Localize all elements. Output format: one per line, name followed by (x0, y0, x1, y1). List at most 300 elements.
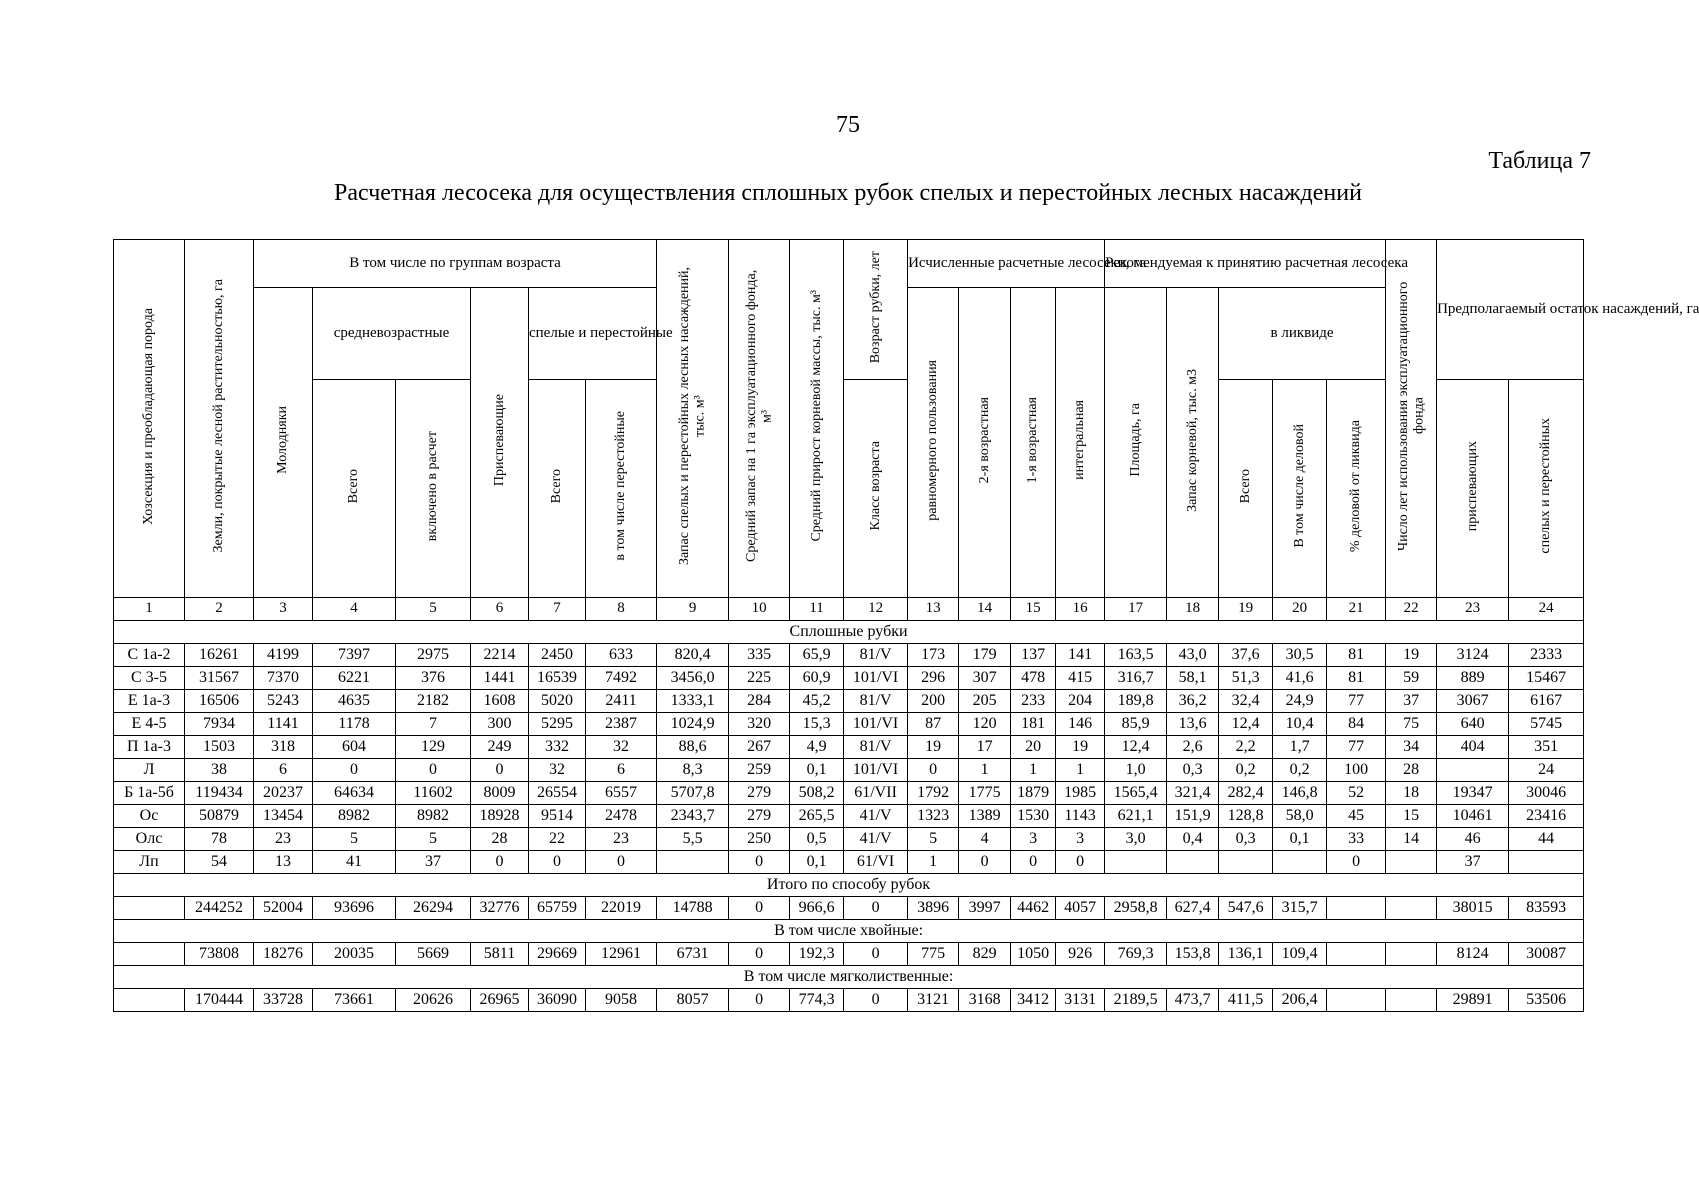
table-cell: 36,2 (1167, 690, 1219, 713)
table-cell: 3067 (1437, 690, 1509, 713)
header-cell: Число лет использования эксплуатационного фонда (1386, 240, 1437, 598)
table-cell (1327, 943, 1386, 966)
header-cell: 1-я возрастная (1011, 288, 1056, 598)
table-cell: 3168 (959, 989, 1011, 1012)
table-cell: 24 (1509, 598, 1584, 621)
table-cell: 50879 (185, 805, 254, 828)
table-cell (1437, 759, 1509, 782)
table-cell: 775 (908, 943, 959, 966)
table-cell: 233 (1011, 690, 1056, 713)
table-cell: 19 (1056, 736, 1105, 759)
table-cell: 45,2 (790, 690, 844, 713)
table-cell: 15 (1011, 598, 1056, 621)
table-cell: 318 (254, 736, 313, 759)
table-cell: 153,8 (1167, 943, 1219, 966)
table-cell: 300 (471, 713, 529, 736)
table-cell: 4057 (1056, 897, 1105, 920)
table-cell: 26965 (471, 989, 529, 1012)
table-cell: 73661 (313, 989, 396, 1012)
table-cell: 0,1 (790, 759, 844, 782)
table-cell: 8057 (657, 989, 729, 1012)
table-cell: 1178 (313, 713, 396, 736)
table-cell: 146,8 (1273, 782, 1327, 805)
table-cell: 10461 (1437, 805, 1509, 828)
table-cell: 5 (313, 828, 396, 851)
table-cell: 32 (586, 736, 657, 759)
section-label: В том числе хвойные: (114, 920, 1584, 943)
table-cell: 65,9 (790, 644, 844, 667)
table-cell: 0 (471, 759, 529, 782)
table-cell: 28 (1386, 759, 1437, 782)
table-cell: 52 (1327, 782, 1386, 805)
table-cell: 1143 (1056, 805, 1105, 828)
table-cell: 315,7 (1273, 897, 1327, 920)
header-cell: Запас корневой, тыс. м3 (1167, 288, 1219, 598)
table-cell: 81/V (844, 644, 908, 667)
header-cell: Хозсекция и преобладающая порода (114, 240, 185, 598)
header-cell: Запас спелых и перестойных лесных насаждений, тыс. м³ (657, 240, 729, 598)
table-cell: 128,8 (1219, 805, 1273, 828)
table-cell: 20 (1011, 736, 1056, 759)
table-cell: 8982 (313, 805, 396, 828)
table-cell: 2411 (586, 690, 657, 713)
table-cell: 774,3 (790, 989, 844, 1012)
table-row (114, 644, 1584, 667)
table-cell: 376 (396, 667, 471, 690)
table-cell: 0 (471, 851, 529, 874)
table-cell: 8982 (396, 805, 471, 828)
table-cell: 77 (1327, 736, 1386, 759)
table-cell (1273, 851, 1327, 874)
table-cell: 22 (529, 828, 586, 851)
table-cell: 332 (529, 736, 586, 759)
table-cell: 0,2 (1219, 759, 1273, 782)
table-cell: 151,9 (1167, 805, 1219, 828)
table-row (114, 782, 1584, 805)
table-cell: 13454 (254, 805, 313, 828)
table-cell: 20 (1273, 598, 1327, 621)
table-cell: 30046 (1509, 782, 1584, 805)
table-cell: 5,5 (657, 828, 729, 851)
table-cell: 204 (1056, 690, 1105, 713)
table-cell: 296 (908, 667, 959, 690)
table-cell: 5243 (254, 690, 313, 713)
table-cell: 1503 (185, 736, 254, 759)
table-cell: 16539 (529, 667, 586, 690)
table-cell (114, 897, 185, 920)
table-cell: 6557 (586, 782, 657, 805)
table-cell: 87 (908, 713, 959, 736)
total-row (114, 897, 1584, 920)
section-total (114, 874, 1584, 897)
table-cell: 2975 (396, 644, 471, 667)
table-row (114, 828, 1584, 851)
table-cell: 16506 (185, 690, 254, 713)
table-cell: 8124 (1437, 943, 1509, 966)
table-cell: 0 (844, 943, 908, 966)
table-cell: 966,6 (790, 897, 844, 920)
table-cell: 18 (1386, 782, 1437, 805)
table-label: Таблица 7 (1488, 148, 1591, 174)
table-cell: 13 (254, 851, 313, 874)
table-cell: 73808 (185, 943, 254, 966)
table-cell: 411,5 (1219, 989, 1273, 1012)
table-cell: 282,4 (1219, 782, 1273, 805)
table-cell: 16261 (185, 644, 254, 667)
table-cell: 307 (959, 667, 1011, 690)
header-calc-cuts: Исчисленные расчетные лесосеки, га (908, 240, 1105, 288)
table-row (114, 667, 1584, 690)
table-cell: 3124 (1437, 644, 1509, 667)
table-cell: 200 (908, 690, 959, 713)
table-cell: 0,1 (790, 851, 844, 874)
table-cell: 4,9 (790, 736, 844, 759)
table-cell: 30087 (1509, 943, 1584, 966)
table-cell (657, 851, 729, 874)
table-cell: 0,2 (1273, 759, 1327, 782)
forest-cut-table (113, 239, 1699, 1012)
table-cell: 15467 (1509, 667, 1584, 690)
table-cell (1219, 851, 1273, 874)
table-cell: П 1а-3 (114, 736, 185, 759)
table-cell: С 3-5 (114, 667, 185, 690)
table-cell: 8 (586, 598, 657, 621)
table-cell: 7370 (254, 667, 313, 690)
table-cell (114, 943, 185, 966)
table-cell: 36090 (529, 989, 586, 1012)
header-cell: % деловой от ликвида (1327, 380, 1386, 598)
table-cell: 181 (1011, 713, 1056, 736)
table-cell (1386, 897, 1437, 920)
table-cell: 22 (1386, 598, 1437, 621)
table-cell: 2,6 (1167, 736, 1219, 759)
header-cell: 2-я возрастная (959, 288, 1011, 598)
header-ripe: спелые и перестойные (529, 288, 657, 380)
table-cell: 829 (959, 943, 1011, 966)
table-cell: 19347 (1437, 782, 1509, 805)
table-cell: 1 (908, 851, 959, 874)
table-cell: 5745 (1509, 713, 1584, 736)
table-cell: 33728 (254, 989, 313, 1012)
table-cell: 627,4 (1167, 897, 1219, 920)
table-cell: 1,7 (1273, 736, 1327, 759)
table-cell (1386, 989, 1437, 1012)
table-cell: 321,4 (1167, 782, 1219, 805)
table-cell: 5811 (471, 943, 529, 966)
table-cell: 0 (313, 759, 396, 782)
table-cell: 46 (1437, 828, 1509, 851)
table-cell: 206,4 (1273, 989, 1327, 1012)
table-cell: 19 (1386, 644, 1437, 667)
table-cell: 5707,8 (657, 782, 729, 805)
table-cell: 7397 (313, 644, 396, 667)
table-cell: 225 (729, 667, 790, 690)
table-cell: 85,9 (1105, 713, 1167, 736)
table-cell: 53506 (1509, 989, 1584, 1012)
table-cell: 64634 (313, 782, 396, 805)
table-cell: 1 (1011, 759, 1056, 782)
table-cell: 244252 (185, 897, 254, 920)
table-cell: 547,6 (1219, 897, 1273, 920)
table-cell: 81 (1327, 644, 1386, 667)
table-cell: 88,6 (657, 736, 729, 759)
table-cell: 75 (1386, 713, 1437, 736)
table-cell: 173 (908, 644, 959, 667)
table-cell: 3131 (1056, 989, 1105, 1012)
table-cell: 8009 (471, 782, 529, 805)
table-cell: 6167 (1509, 690, 1584, 713)
table-cell: 250 (729, 828, 790, 851)
table-cell: 18 (1167, 598, 1219, 621)
table-cell (114, 989, 185, 1012)
table-cell: 15 (1386, 805, 1437, 828)
table-cell: 2450 (529, 644, 586, 667)
header-cell: приспевающих (1437, 380, 1509, 598)
table-cell: 3 (1056, 828, 1105, 851)
table-cell: 43,0 (1167, 644, 1219, 667)
table-cell: 6 (586, 759, 657, 782)
table-cell: 58,1 (1167, 667, 1219, 690)
table-cell: 60,9 (790, 667, 844, 690)
table-cell: 508,2 (790, 782, 844, 805)
table-cell: 28 (471, 828, 529, 851)
table-cell: 1985 (1056, 782, 1105, 805)
table-row (114, 759, 1584, 782)
table-cell: 0 (729, 989, 790, 1012)
table-cell: 78 (185, 828, 254, 851)
table-cell: 279 (729, 782, 790, 805)
table-cell: 3,0 (1105, 828, 1167, 851)
table-cell: 18276 (254, 943, 313, 966)
table-cell: 267 (729, 736, 790, 759)
header-cell: Приспевающие (471, 288, 529, 598)
header-cell: равномерного пользования (908, 288, 959, 598)
table-cell: 5669 (396, 943, 471, 966)
table-cell: 3456,0 (657, 667, 729, 690)
table-cell: 23416 (1509, 805, 1584, 828)
table-cell: 0 (844, 897, 908, 920)
table-cell: 1608 (471, 690, 529, 713)
table-cell: 6731 (657, 943, 729, 966)
table-cell: 2,2 (1219, 736, 1273, 759)
table-cell (1105, 851, 1167, 874)
conifer-row (114, 943, 1584, 966)
table-cell: 136,1 (1219, 943, 1273, 966)
table-cell: 0,4 (1167, 828, 1219, 851)
table-cell: 44 (1509, 828, 1584, 851)
table-cell: 1530 (1011, 805, 1056, 828)
table-cell: 17 (1105, 598, 1167, 621)
table-cell: Б 1а-5б (114, 782, 185, 805)
table-cell: 2958,8 (1105, 897, 1167, 920)
table-cell: 33 (1327, 828, 1386, 851)
section-clear-cuts (114, 621, 1584, 644)
table-cell: 61/VI (844, 851, 908, 874)
table-cell: 1775 (959, 782, 1011, 805)
table-cell: 1 (114, 598, 185, 621)
table-cell: 0 (729, 943, 790, 966)
table-cell: 37 (1386, 690, 1437, 713)
table-cell: 2478 (586, 805, 657, 828)
table-cell: 77 (1327, 690, 1386, 713)
table-cell: 1323 (908, 805, 959, 828)
table-cell: 34 (1386, 736, 1437, 759)
table-cell (1386, 851, 1437, 874)
table-cell: 119434 (185, 782, 254, 805)
table-cell: 17 (959, 736, 1011, 759)
header-cell: Средний прирост корневой массы, тыс. м³ (790, 240, 844, 598)
table-cell: 100 (1327, 759, 1386, 782)
table-cell: 640 (1437, 713, 1509, 736)
table-cell: 1792 (908, 782, 959, 805)
table-cell: 37,6 (1219, 644, 1273, 667)
table-cell: 58,0 (1273, 805, 1327, 828)
table-cell: 1024,9 (657, 713, 729, 736)
table-cell: 101/VI (844, 713, 908, 736)
table-cell: 1389 (959, 805, 1011, 828)
table-cell: 3896 (908, 897, 959, 920)
table-cell: 20626 (396, 989, 471, 1012)
header-middle: средневозрастные (313, 288, 471, 380)
table-cell: 32776 (471, 897, 529, 920)
table-cell: 0 (729, 851, 790, 874)
table-cell: 19 (1219, 598, 1273, 621)
header-cell: Всего (1219, 380, 1273, 598)
section-label: Итого по способу рубок (114, 874, 1584, 897)
table-cell: 141 (1056, 644, 1105, 667)
table-cell: 0,1 (1273, 828, 1327, 851)
table-cell: 192,3 (790, 943, 844, 966)
table-cell: 0 (529, 851, 586, 874)
table-cell: 633 (586, 644, 657, 667)
table-cell: 137 (1011, 644, 1056, 667)
section-label: В том числе мягколиственные: (114, 966, 1584, 989)
table-cell: 4 (313, 598, 396, 621)
table-cell: 2214 (471, 644, 529, 667)
table-cell: 0,3 (1219, 828, 1273, 851)
table-cell: 1050 (1011, 943, 1056, 966)
table-cell: 5 (908, 828, 959, 851)
table-cell: 31567 (185, 667, 254, 690)
header-cell: спелых и перестойных (1509, 380, 1584, 598)
table-cell: 8,3 (657, 759, 729, 782)
table-cell: 265,5 (790, 805, 844, 828)
table-cell: 6 (471, 598, 529, 621)
header-liquid: в ликвиде (1219, 288, 1386, 380)
table-cell: 1,0 (1105, 759, 1167, 782)
table-cell: 1441 (471, 667, 529, 690)
table-cell: 351 (1509, 736, 1584, 759)
table-cell: 2343,7 (657, 805, 729, 828)
table-cell: 1 (1056, 759, 1105, 782)
table-cell: 37 (1437, 851, 1509, 874)
header-cell: Возраст рубки, лет (844, 240, 908, 380)
table-cell: 3997 (959, 897, 1011, 920)
table-cell: 120 (959, 713, 1011, 736)
section-label: Сплошные рубки (114, 621, 1584, 644)
table-cell: 2182 (396, 690, 471, 713)
table-cell: 259 (729, 759, 790, 782)
table-cell: 41/V (844, 828, 908, 851)
table-cell: 5 (396, 598, 471, 621)
table-cell: 320 (729, 713, 790, 736)
table-cell: С 1а-2 (114, 644, 185, 667)
table-cell: 38015 (1437, 897, 1509, 920)
table-cell: 26554 (529, 782, 586, 805)
table-cell: 13,6 (1167, 713, 1219, 736)
table-cell: 5 (396, 828, 471, 851)
table-cell: 83593 (1509, 897, 1584, 920)
table-cell: 65759 (529, 897, 586, 920)
table-cell: 29669 (529, 943, 586, 966)
table-cell (1167, 851, 1219, 874)
table-cell: 23 (254, 828, 313, 851)
table-cell: 32 (529, 759, 586, 782)
table-cell: 59 (1386, 667, 1437, 690)
table-cell: 179 (959, 644, 1011, 667)
table-cell: 20035 (313, 943, 396, 966)
table-cell: 10 (729, 598, 790, 621)
table-cell: 0 (729, 897, 790, 920)
table-cell: 29891 (1437, 989, 1509, 1012)
table-cell: 6 (254, 759, 313, 782)
table-cell: 1333,1 (657, 690, 729, 713)
table-cell: 14 (959, 598, 1011, 621)
table-cell: Л (114, 759, 185, 782)
table-cell: 769,3 (1105, 943, 1167, 966)
header-cell: в том числе перестойные (586, 380, 657, 598)
table-cell: 1 (959, 759, 1011, 782)
table-cell: 0,5 (790, 828, 844, 851)
table-cell: 41 (313, 851, 396, 874)
table-cell: 30,5 (1273, 644, 1327, 667)
table-cell: 0 (1327, 851, 1386, 874)
table-cell: 1565,4 (1105, 782, 1167, 805)
section-softwood (114, 966, 1584, 989)
table-cell: 820,4 (657, 644, 729, 667)
table-cell: 0 (844, 989, 908, 1012)
table-cell: 20237 (254, 782, 313, 805)
table-cell: 604 (313, 736, 396, 759)
table-cell: 9514 (529, 805, 586, 828)
table-cell: 0,3 (1167, 759, 1219, 782)
table-cell: 52004 (254, 897, 313, 920)
table-cell: 37 (396, 851, 471, 874)
header-cell: Площадь, га (1105, 288, 1167, 598)
table-cell: 2189,5 (1105, 989, 1167, 1012)
header-group-age: В том числе по группам возраста (254, 240, 657, 288)
table-cell: 146 (1056, 713, 1105, 736)
table-cell: 101/VI (844, 759, 908, 782)
table-row (114, 736, 1584, 759)
table-cell: 0 (908, 759, 959, 782)
table-cell: 15,3 (790, 713, 844, 736)
table-cell: 26294 (396, 897, 471, 920)
table-cell: 11 (790, 598, 844, 621)
table-row (114, 851, 1584, 874)
table-cell: 14788 (657, 897, 729, 920)
table-cell: 3 (254, 598, 313, 621)
table-cell: 16 (1056, 598, 1105, 621)
table-cell (1327, 989, 1386, 1012)
table-cell: 41/V (844, 805, 908, 828)
table-cell: 473,7 (1167, 989, 1219, 1012)
column-numbers-row (114, 598, 1584, 621)
table-cell: 205 (959, 690, 1011, 713)
table-cell: 2 (185, 598, 254, 621)
table-cell: 404 (1437, 736, 1509, 759)
header-cell: Молодняки (254, 288, 313, 598)
